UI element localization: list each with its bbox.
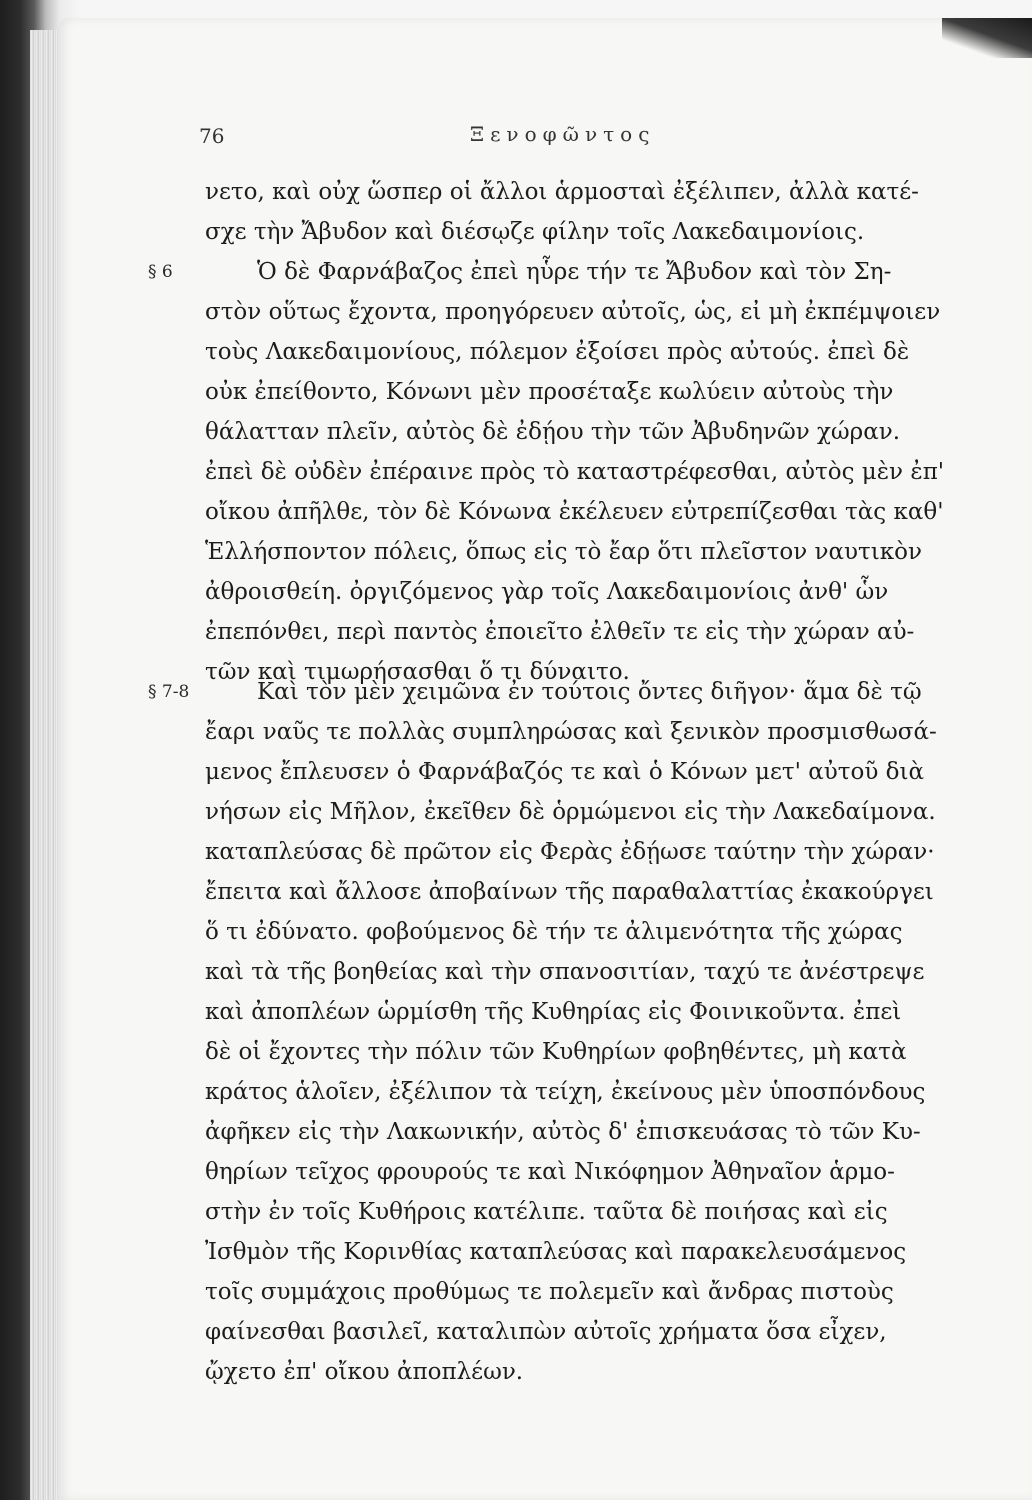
text-line: δὲ οἱ ἔχοντες τὴν πόλιν τῶν Κυθηρίων φοβηθέντες, μὴ κατὰ: [205, 1039, 907, 1065]
text-line: Ἑλλήσποντον πόλεις, ὅπως εἰς τὸ ἔαρ ὅτι πλεῖστον ναυτικὸν: [205, 539, 922, 565]
text-line: ᾤχετο ἐπ' οἴκου ἀποπλέων.: [205, 1359, 524, 1385]
text-line: τῶν καὶ τιμωρήσασθαι ὅ τι δύναιτο.: [205, 659, 630, 685]
text-line: Ὁ δὲ Φαρνάβαζος ἐπεὶ ηὗρε τήν τε Ἄβυδον καὶ τὸν Ση-: [257, 259, 892, 285]
text-line: φαίνεσθαι βασιλεῖ, καταλιπὼν αὐτοῖς χρήματα ὅσα εἶχεν,: [205, 1319, 887, 1345]
text-line: οἴκου ἀπῆλθε, τὸν δὲ Κόνωνα ἐκέλευεν εὐτρεπίζεσθαι τὰς καθ': [205, 499, 944, 525]
text-line: σχε τὴν Ἄβυδον καὶ διέσῳζε φίλην τοῖς Λακεδαιμονίοις.: [205, 219, 865, 245]
text-line: Ἰσθμὸν τῆς Κορινθίας καταπλεύσας καὶ παρακελευσάμενος: [205, 1239, 907, 1265]
text-line: θηρίων τεῖχος φρουρούς τε καὶ Νικόφημον Ἀθηναῖον ἁρμο-: [205, 1159, 895, 1185]
text-line: καταπλεύσας δὲ πρῶτον εἰς Φερὰς ἐδῄωσε ταύτην τὴν χώραν·: [205, 839, 935, 865]
text-line: μενος ἔπλευσεν ὁ Φαρνάβαζός τε καὶ ὁ Κόνων μετ' αὐτοῦ διὰ: [205, 759, 925, 785]
text-line: Καὶ τὸν μὲν χειμῶνα ἐν τούτοις ὄντες διῆγον· ἅμα δὲ τῷ: [257, 679, 922, 705]
text-line: στὴν ἐν τοῖς Κυθήροις κατέλιπε. ταῦτα δὲ ποιήσας καὶ εἰς: [205, 1199, 888, 1225]
marginal-ref-7-8: § 7-8: [148, 682, 190, 702]
text-line: καὶ τὰ τῆς βοηθείας καὶ τὴν σπανοσιτίαν, ταχύ τε ἀνέστρεψε: [205, 959, 925, 985]
text-line: ἔαρι ναῦς τε πολλὰς συμπληρώσας καὶ ξενικὸν προσμισθωσά-: [205, 719, 937, 745]
text-line: ἐπεὶ δὲ οὐδὲν ἐπέραινε πρὸς τὸ καταστρέφεσθαι, αὐτὸς μὲν ἐπ': [205, 459, 945, 485]
text-line: οὐκ ἐπείθοντο, Κόνωνι μὲν προσέταξε κωλύειν αὐτοὺς τὴν: [205, 379, 894, 405]
page-number: 76: [199, 124, 225, 148]
text-line: ἔπειτα καὶ ἄλλοσε ἀποβαίνων τῆς παραθαλαττίας ἐκακούργει: [205, 879, 934, 905]
page-header: [0, 118, 1032, 158]
running-title: Ξενοφῶντος: [470, 122, 656, 146]
text-line: ἐπεπόνθει, περὶ παντὸς ἐποιεῖτο ἐλθεῖν τε εἰς τὴν χώραν αὐ-: [205, 619, 915, 645]
text-line: θάλατταν πλεῖν, αὐτὸς δὲ ἐδῄου τὴν τῶν Ἀβυδηνῶν χώραν.: [205, 419, 901, 445]
text-line: τοὺς Λακεδαιμονίους, πόλεμον ἐξοίσει πρὸς αὐτούς. ἐπεὶ δὲ: [205, 339, 910, 365]
text-line: νήσων εἰς Μῆλον, ἐκεῖθεν δὲ ὁρμώμενοι εἰς τὴν Λακεδαίμονα.: [205, 799, 936, 825]
marginal-ref-6: § 6: [148, 262, 173, 282]
text-line: νετο, καὶ οὐχ ὥσπερ οἱ ἄλλοι ἁρμοσταὶ ἐξέλιπεν, ἀλλὰ κατέ-: [205, 179, 919, 205]
text-line: καὶ ἀποπλέων ὡρμίσθη τῆς Κυθηρίας εἰς Φοινικοῦντα. ἐπεὶ: [205, 999, 902, 1025]
text-line: στὸν οὕτως ἔχοντα, προηγόρευεν αὐτοῖς, ὡς, εἰ μὴ ἐκπέμψοιεν: [205, 299, 941, 325]
text-line: κράτος ἁλοῖεν, ἐξέλιπον τὰ τείχη, ἐκείνους μὲν ὑποσπόνδους: [205, 1079, 926, 1105]
text-line: ἀφῆκεν εἰς τὴν Λακωνικήν, αὐτὸς δ' ἐπισκευάσας τὸ τῶν Κυ-: [205, 1119, 921, 1145]
text-line: ὅ τι ἐδύνατο. φοβούμενος δὲ τήν τε ἀλιμενότητα τῆς χώρας: [205, 919, 903, 945]
text-line: τοῖς συμμάχοις προθύμως τε πολεμεῖν καὶ ἄνδρας πιστοὺς: [205, 1279, 894, 1305]
page-stack-edge: [30, 30, 60, 1500]
scan-shadow-corner: [942, 18, 1032, 58]
text-line: ἀθροισθείη. ὀργιζόμενος γὰρ τοῖς Λακεδαιμονίοις ἀνθ' ὧν: [205, 579, 889, 605]
